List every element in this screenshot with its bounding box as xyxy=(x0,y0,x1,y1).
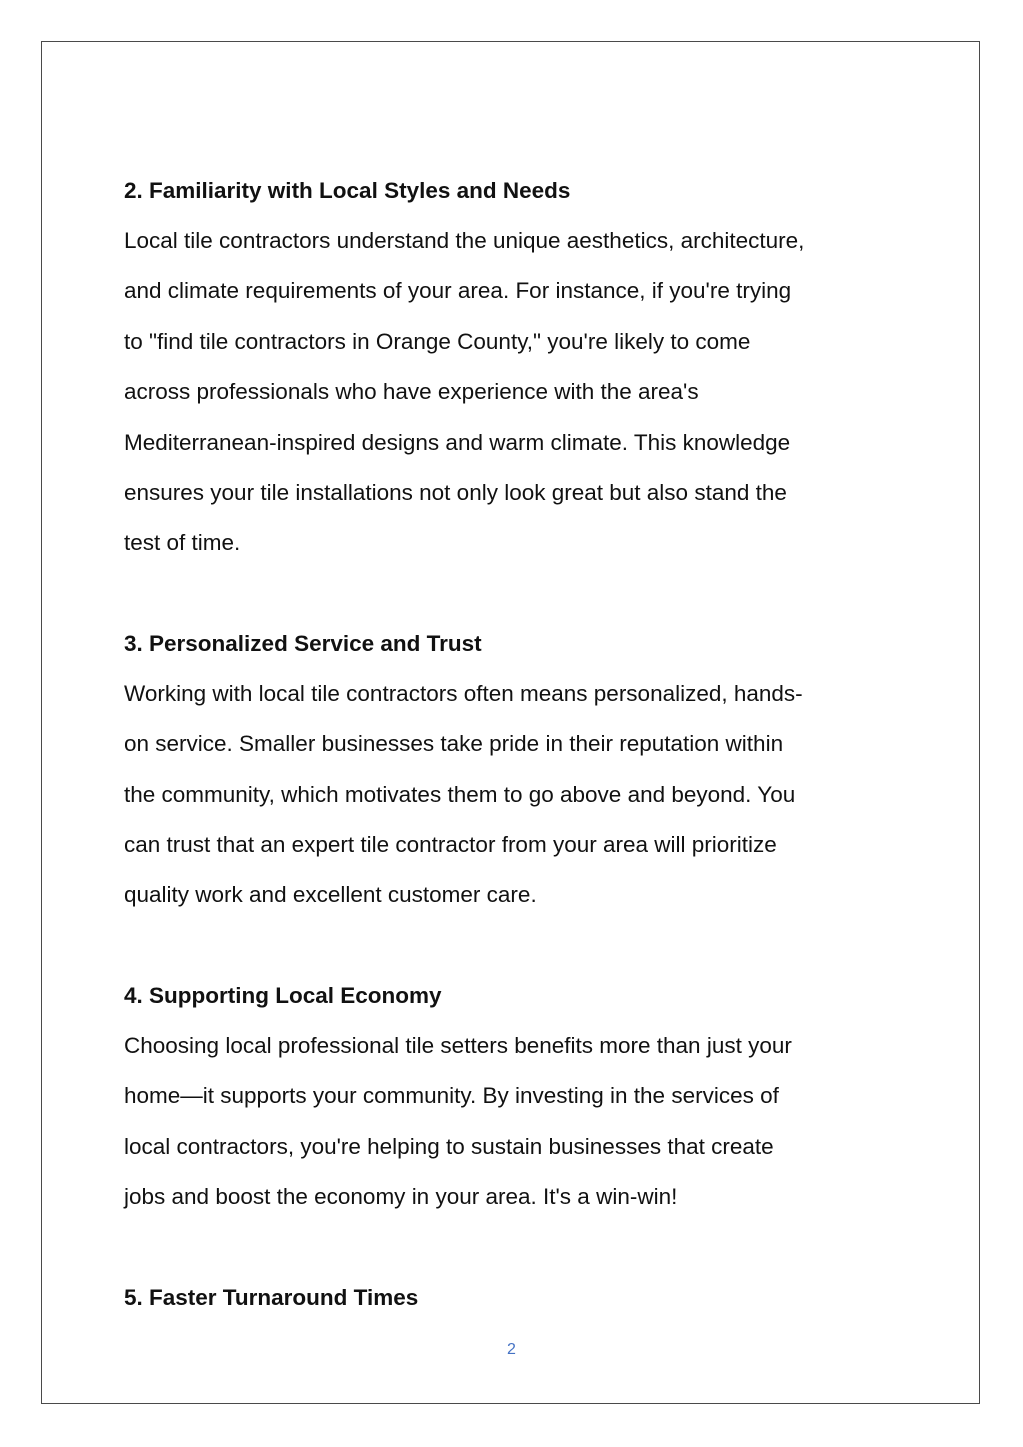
paragraph-line: home—it supports your community. By investing in the services of xyxy=(124,1083,779,1109)
paragraph-line: ensures your tile installations not only look great but also stand the xyxy=(124,480,787,506)
paragraph-line: across professionals who have experience with the area's xyxy=(124,379,699,405)
section-heading: 3. Personalized Service and Trust xyxy=(124,630,482,656)
section-turnaround xyxy=(124,1273,904,1323)
paragraph-line: the community, which motivates them to go above and beyond. You xyxy=(124,781,796,807)
paragraph-line: on service. Smaller businesses take pride in their reputation within xyxy=(124,731,784,757)
paragraph-line: local contractors, you're helping to sustain businesses that create xyxy=(124,1133,774,1159)
paragraph-line: and climate requirements of your area. For instance, if you're trying xyxy=(124,278,792,304)
paragraph-line: Choosing local professional tile setters benefits more than just your xyxy=(124,1032,792,1058)
paragraph-line: jobs and boost the economy in your area. It's a win-win! xyxy=(124,1184,678,1210)
section-paragraph xyxy=(124,669,904,921)
section-local-styles xyxy=(124,166,904,569)
paragraph-line: to "find tile contractors in Orange County," you're likely to come xyxy=(124,328,751,354)
paragraph-line: test of time. xyxy=(124,530,241,556)
section-paragraph xyxy=(124,216,904,569)
section-paragraph xyxy=(124,1021,904,1223)
paragraph-line: can trust that an expert tile contractor from your area will prioritize xyxy=(124,832,777,858)
paragraph-line: Working with local tile contractors often means personalized, hands- xyxy=(124,680,803,706)
section-heading: 2. Familiarity with Local Styles and Needs xyxy=(124,178,571,203)
paragraph-line: Local tile contractors understand the unique aesthetics, architecture, xyxy=(124,228,805,253)
paragraph-line: Mediterranean-inspired designs and warm climate. This knowledge xyxy=(124,429,791,455)
page-number: 2 xyxy=(507,1341,516,1358)
paragraph-line: quality work and excellent customer care. xyxy=(124,882,537,908)
section-personalized-service xyxy=(124,619,904,921)
section-heading: 4. Supporting Local Economy xyxy=(124,982,442,1008)
section-heading: 5. Faster Turnaround Times xyxy=(124,1284,419,1310)
section-local-economy xyxy=(124,971,904,1223)
document-body xyxy=(124,166,904,1373)
